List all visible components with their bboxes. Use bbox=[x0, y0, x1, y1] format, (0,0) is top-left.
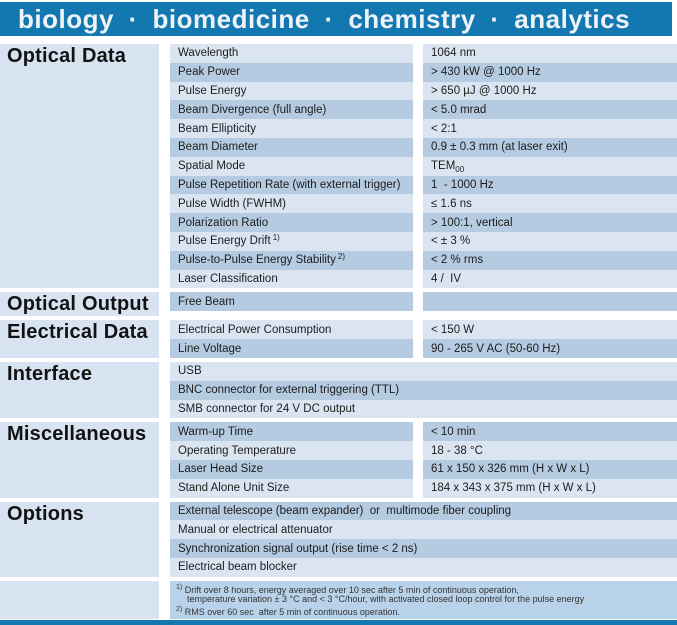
table-row bbox=[170, 176, 677, 195]
property-label: Beam Diameter bbox=[178, 141, 258, 154]
property-label: Pulse Repetition Rate (with external trigger) bbox=[178, 178, 401, 191]
footnote-line: $^{2)}$ RMS over 60 sec after 5 min of continuous operation. bbox=[176, 605, 400, 617]
table-row bbox=[170, 502, 677, 521]
section-label-cell bbox=[0, 44, 159, 288]
section-interface bbox=[0, 362, 677, 418]
section-title: Options bbox=[7, 502, 84, 525]
table-row bbox=[170, 251, 677, 270]
section-title: Electrical Data bbox=[7, 321, 148, 344]
footnote-marker: 1) bbox=[272, 232, 280, 242]
table-row bbox=[170, 138, 677, 157]
table-row bbox=[170, 479, 677, 498]
property-value: < 10 min bbox=[431, 425, 476, 438]
property-label: Electrical Power Consumption bbox=[178, 323, 332, 336]
table-row bbox=[170, 100, 677, 119]
property-label: Pulse Width (FWHM) bbox=[178, 197, 286, 210]
table-row bbox=[170, 44, 677, 63]
property-value: TEM bbox=[431, 160, 456, 173]
section-optical-output bbox=[0, 292, 677, 316]
footnote-line: $^{1)}$ Drift over 8 hours, energy averaged over 10 sec after 5 min of continuous operation, bbox=[176, 583, 519, 595]
footnote-side-cell bbox=[0, 581, 159, 619]
property-label: Wavelength bbox=[178, 47, 239, 60]
row-text: External telescope (beam expander) or multimode fiber coupling bbox=[178, 504, 512, 517]
property-label: Beam Ellipticity bbox=[178, 122, 256, 135]
property-value: > 430 kW @ 1000 Hz bbox=[431, 66, 541, 79]
property-value: < 5.0 mrad bbox=[431, 103, 487, 116]
table-row bbox=[170, 381, 677, 400]
table-row bbox=[170, 539, 677, 558]
row-text: Synchronization signal output (rise time < 2 ns) bbox=[178, 542, 418, 555]
row-text: Electrical beam blocker bbox=[178, 561, 297, 574]
footnote-line: temperature variation ± 3 °C and < 3 °C/hour, with activated closed loop control for the pulse energy bbox=[187, 594, 585, 605]
property-label: Beam Divergence (full angle) bbox=[178, 103, 327, 116]
table-row bbox=[170, 422, 677, 441]
property-value: < 150 W bbox=[431, 323, 475, 336]
property-label: Pulse Energy Drift bbox=[178, 235, 271, 248]
value-subscript: 00 bbox=[455, 164, 465, 174]
property-value: 1064 nm bbox=[431, 47, 476, 60]
property-label: Polarization Ratio bbox=[178, 216, 269, 229]
property-label: Laser Head Size bbox=[178, 463, 264, 476]
section-title: Miscellaneous bbox=[7, 423, 147, 446]
property-value: 0.9 ± 0.3 mm (at laser exit) bbox=[431, 141, 568, 154]
table-row bbox=[170, 441, 677, 460]
property-label: Pulse-to-Pulse Energy Stability bbox=[178, 254, 336, 267]
property-value: 184 x 343 x 375 mm (H x W x L) bbox=[431, 482, 596, 495]
row-text: USB bbox=[178, 365, 202, 378]
property-label: Spatial Mode bbox=[178, 160, 246, 173]
property-label: Line Voltage bbox=[178, 342, 242, 355]
table-row bbox=[170, 400, 677, 419]
property-value: > 100:1, vertical bbox=[431, 216, 513, 229]
specification-table bbox=[0, 44, 677, 619]
property-value: 18 - 38 °C bbox=[431, 444, 483, 457]
section-footnotes bbox=[0, 581, 677, 619]
property-value: < 2 % rms bbox=[431, 254, 484, 267]
property-value: > 650 µJ @ 1000 Hz bbox=[431, 84, 537, 97]
bottom-banner-edge bbox=[0, 620, 677, 625]
table-row bbox=[170, 339, 677, 358]
property-label: Free Beam bbox=[178, 295, 235, 308]
section-options bbox=[0, 502, 677, 577]
section-electrical-data bbox=[0, 320, 677, 358]
table-row bbox=[170, 63, 677, 82]
table-row bbox=[170, 82, 677, 101]
section-label-cell bbox=[0, 320, 159, 358]
property-value: < 2:1 bbox=[431, 122, 457, 135]
section-title: Optical Output bbox=[7, 293, 149, 316]
footnote-marker: 1) bbox=[176, 583, 183, 591]
property-label: Peak Power bbox=[178, 66, 241, 79]
table-row bbox=[170, 362, 677, 381]
property-label: Warm-up Time bbox=[178, 425, 253, 438]
row-text: SMB connector for 24 V DC output bbox=[178, 402, 356, 415]
table-row bbox=[170, 292, 677, 311]
table-row bbox=[170, 157, 677, 176]
table-row bbox=[170, 520, 677, 539]
property-value: 4 / IV bbox=[431, 272, 462, 285]
row-text: BNC connector for external triggering (TTL) bbox=[178, 384, 400, 397]
application-fields-banner bbox=[0, 2, 672, 36]
footnote-block bbox=[170, 581, 677, 619]
property-value: 61 x 150 x 326 mm (H x W x L) bbox=[431, 463, 590, 476]
property-value: ≤ 1.6 ns bbox=[431, 197, 472, 210]
property-value: 1 - 1000 Hz bbox=[431, 178, 494, 191]
property-value: 90 - 265 V AC (50-60 Hz) bbox=[431, 342, 561, 355]
table-row bbox=[170, 232, 677, 251]
section-label-cell bbox=[0, 362, 159, 418]
table-row bbox=[170, 213, 677, 232]
table-row bbox=[170, 270, 677, 289]
section-miscellaneous bbox=[0, 422, 677, 497]
property-label: Laser Classification bbox=[178, 272, 278, 285]
table-row bbox=[170, 558, 677, 577]
property-label: Pulse Energy bbox=[178, 84, 247, 97]
table-row bbox=[170, 194, 677, 213]
section-label-cell bbox=[0, 292, 159, 316]
table-row bbox=[170, 460, 677, 479]
footnote-marker: 2) bbox=[337, 251, 346, 261]
section-label-cell bbox=[0, 422, 159, 497]
table-row bbox=[170, 320, 677, 339]
property-value: < ± 3 % bbox=[431, 235, 471, 248]
property-label: Operating Temperature bbox=[178, 444, 297, 457]
footnote-marker: 2) bbox=[176, 605, 183, 613]
section-title: Interface bbox=[7, 362, 93, 385]
table-row bbox=[170, 119, 677, 138]
banner-title: biology · biomedicine · chemistry · analytics bbox=[18, 4, 631, 34]
section-optical-data bbox=[0, 44, 677, 288]
property-label: Stand Alone Unit Size bbox=[178, 482, 290, 495]
row-text: Manual or electrical attenuator bbox=[178, 523, 333, 536]
section-title: Optical Data bbox=[7, 45, 127, 67]
section-label-cell bbox=[0, 502, 159, 577]
